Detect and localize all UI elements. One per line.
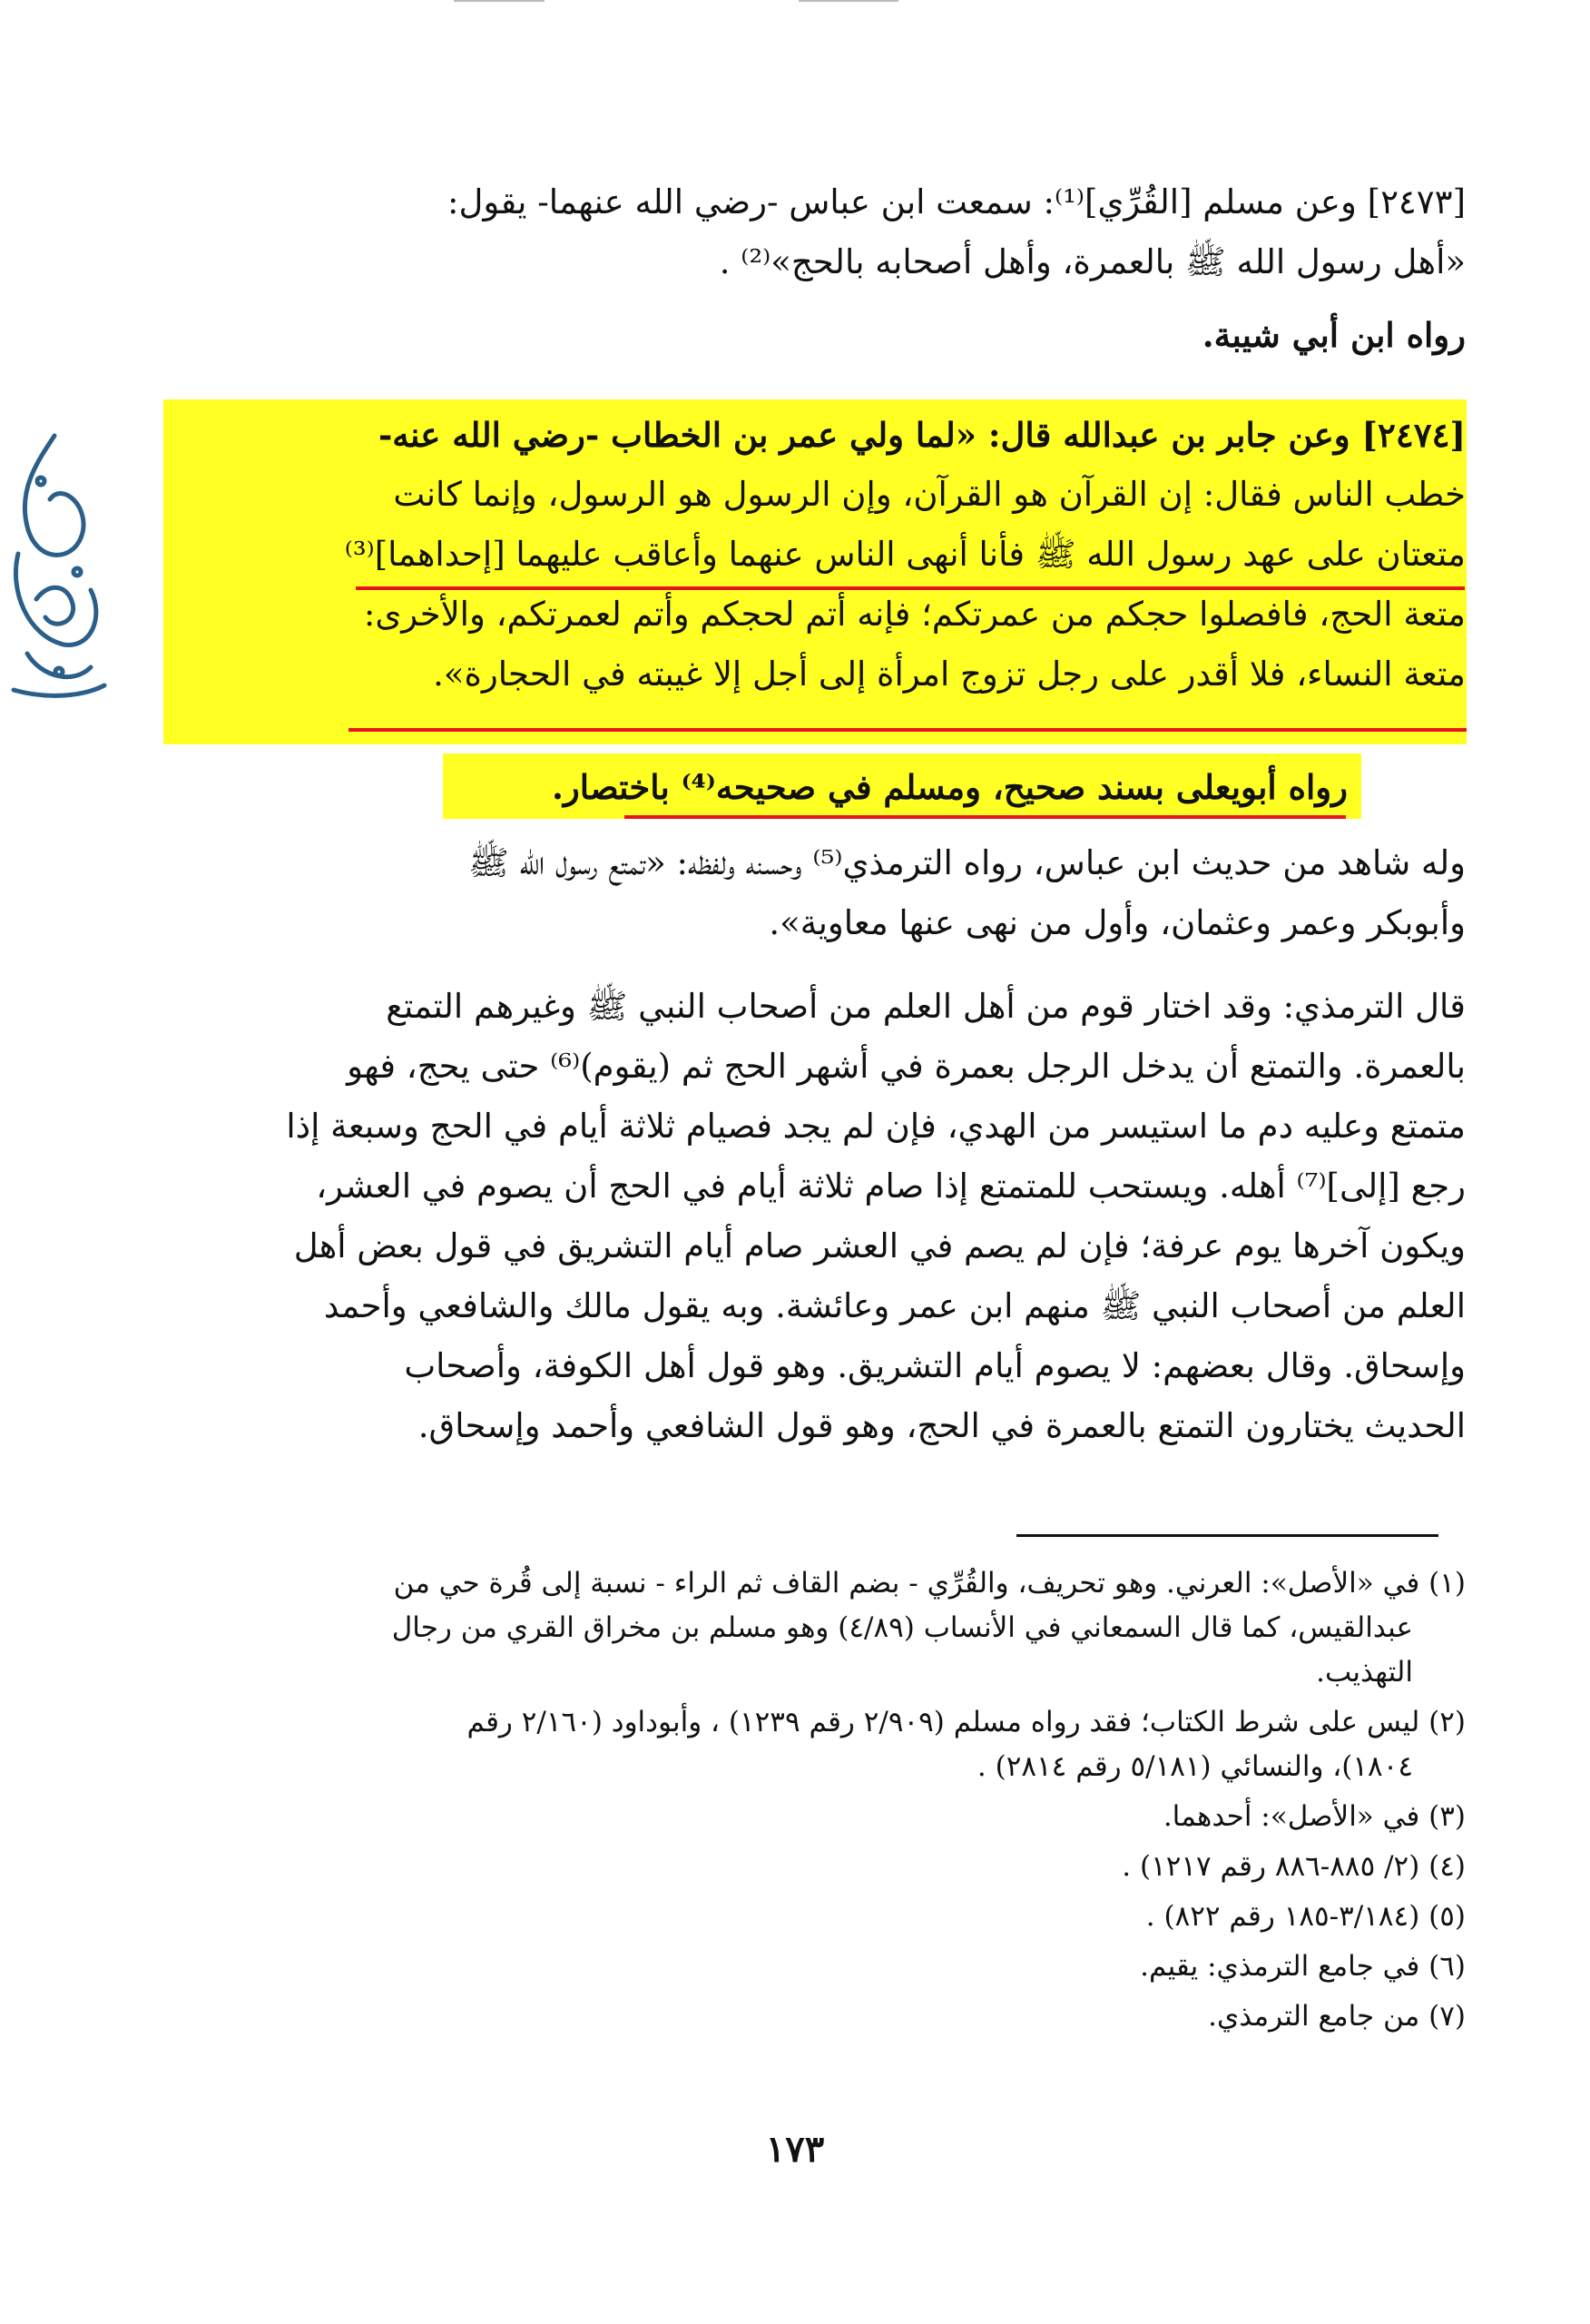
- footnote-2-cont: ١٨٠٤)، والنسائي (٥/١٨١ رقم ٢٨١٤) .: [977, 1750, 1413, 1783]
- footnote-2: (٢) ليس على شرط الكتاب؛ فقد رواه مسلم (٢/٩٠٩ رقم ١٢٣٩) ، وأبوداود (٢/١٦٠ رقم: [466, 1706, 1466, 1738]
- hadith-2473-line2: «أهل رسول الله ﷺ بالعمرة، وأهل أصحابه بالحج»⁽²⁾ .: [719, 242, 1466, 281]
- page-number: ١٧٣: [765, 2128, 825, 2171]
- footnote-1: (١) في «الأصل»: العرني. وهو تحريف، والقُرِّي - بضم القاف ثم الراء - نسبة إلى قُرة حي من: [393, 1567, 1466, 1600]
- hadith-2474-line3: متعتان على عهد رسول الله ﷺ فأنا أنهى الناس عنهما وأعاقب عليهما [إحداهما]⁽³⁾: [344, 535, 1466, 574]
- footnote-separator: [1016, 1534, 1438, 1537]
- hadith-2474-source: رواه أبويعلى بسند صحيح، ومسلم في صحيحه⁽⁴⁾ باختصار.: [552, 767, 1348, 807]
- hadith-2473-source: رواه ابن أبي شيبة.: [1202, 315, 1466, 355]
- hadith-2474-line1: [٢٤٧٤] وعن جابر بن عبدالله قال: «لما ولي عمر بن الخطاب -رضي الله عنه-: [378, 415, 1466, 455]
- footnote-4: (٤) (٢/ ٨٨٥-٨٨٦ رقم ١٢١٧) .: [1122, 1850, 1466, 1883]
- footnote-7: (٧) من جامع الترمذي.: [1208, 2000, 1466, 2033]
- tirmidhi-line6: العلم من أصحاب النبي ﷺ منهم ابن عمر وعائشة. وبه يقول مالك والشافعي وأحمد: [323, 1286, 1466, 1325]
- tirmidhi-paragraph: [177, 977, 1466, 1456]
- shahid-paragraph: [177, 833, 1466, 953]
- calligraphy-logo-icon: [0, 427, 111, 708]
- tirmidhi-line2: بالعمرة. والتمتع أن يدخل الرجل بعمرة في أشهر الحج ثم (يقوم)⁽⁶⁾ حتى يحج، فهو: [347, 1047, 1466, 1086]
- hadith-2474-line4: متعة الحج، فافصلوا حجكم من عمرتكم؛ فإنه أتم لحجكم وأتم لعمرتكم، والأخرى:: [363, 595, 1466, 634]
- footnote-6: (٦) في جامع الترمذي: يقيم.: [1140, 1950, 1466, 1983]
- underline-line3: [356, 586, 1465, 590]
- shahid-line1: وله شاهد من حديث ابن عباس، رواه الترمذي⁽⁵⁾ وحسنه ولفظه: «تمتع رسول الله ﷺ: [468, 843, 1466, 882]
- tirmidhi-line4: رجع [إلى]⁽⁷⁾ أهله. ويستحب للمتمتع إذا صام ثلاثة أيام في الحج أن يصوم في العشر،: [316, 1167, 1466, 1206]
- hadith-2474-line5: متعة النساء، فلا أقدر على رجل تزوج امرأة إلى أجل إلا غيبته في الحجارة».: [433, 655, 1466, 694]
- footnote-1-end: التهذيب.: [1316, 1656, 1413, 1689]
- shahid-line2: وأبوبكر وعمر وعثمان، وأول من نهى عنها معاوية».: [769, 903, 1466, 942]
- top-decoration-right: [799, 0, 898, 2]
- underline-source: [624, 815, 1346, 819]
- footnotes: [177, 1561, 1466, 2039]
- hadith-2474: [177, 405, 1466, 704]
- tirmidhi-line7: وإسحاق. وقال بعضهم: لا يصوم أيام التشريق. وهو قول أهل الكوفة، وأصحاب: [404, 1346, 1466, 1385]
- hadith-2473: [177, 172, 1466, 365]
- tirmidhi-line8: الحديث يختارون التمتع بالعمرة في الحج، وهو قول الشافعي وأحمد وإسحاق.: [417, 1406, 1466, 1445]
- hadith-2473-line1: [٢٤٧٣] وعن مسلم [القُرِّي]⁽¹⁾: سمعت ابن عباس -رضي الله عنهما- يقول:: [447, 182, 1466, 222]
- footnote-5: (٥) (٣/١٨٤-١٨٥ رقم ٨٢٢) .: [1145, 1900, 1466, 1933]
- tirmidhi-line3: متمتع وعليه دم ما استيسر من الهدي، فإن لم يجد فصيام ثلاثة أيام في الحج وسبعة إذا: [286, 1107, 1466, 1146]
- underline-line5: [348, 728, 1467, 732]
- footnote-1-cont: عبدالقيس، كما قال السمعاني في الأنساب (٤/٨٩) وهو مسلم بن مخراق القري من رجال: [391, 1611, 1413, 1644]
- top-decoration-left: [454, 0, 545, 2]
- tirmidhi-line1: قال الترمذي: وقد اختار قوم من أهل العلم من أصحاب النبي ﷺ وغيرهم التمتع: [386, 987, 1466, 1026]
- tirmidhi-line5: ويكون آخرها يوم عرفة؛ فإن لم يصم في العشر صام أيام التشريق في قول بعض أهل: [293, 1226, 1466, 1265]
- footnote-3: (٣) في «الأصل»: أحدهما.: [1163, 1800, 1466, 1833]
- hadith-2474-line2: خطب الناس فقال: إن القرآن هو القرآن، وإن الرسول هو الرسول، وإنما كانت: [393, 475, 1466, 514]
